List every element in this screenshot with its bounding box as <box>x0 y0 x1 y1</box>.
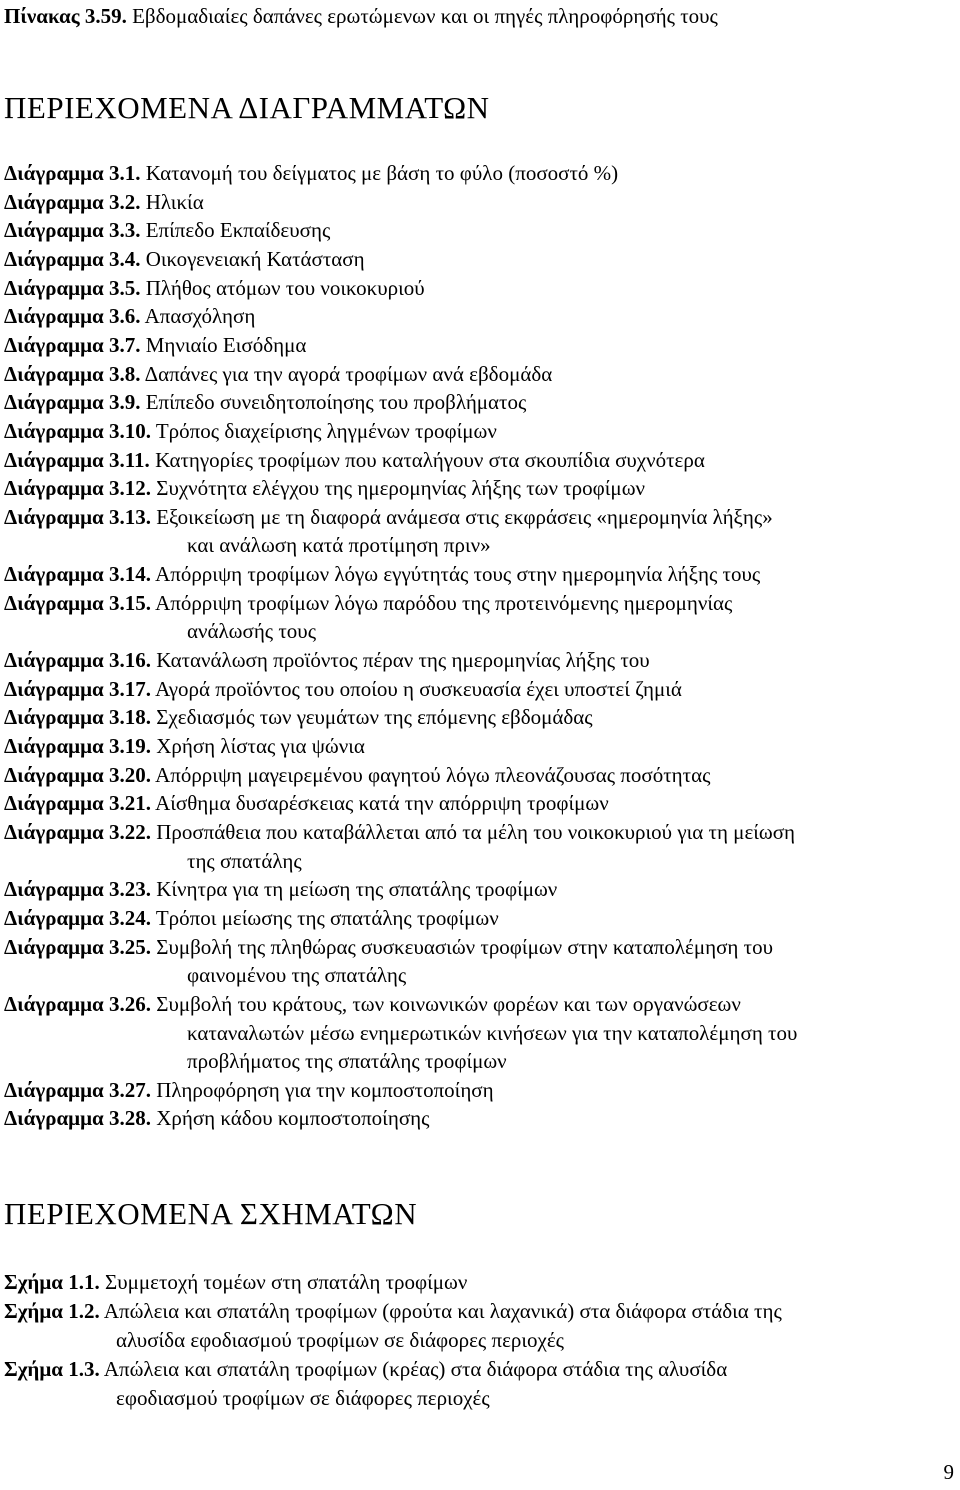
diagram-entry-title: καταναλωτών μέσω ενημερωτικών κινήσεων για την καταπολέμηση του <box>187 1020 798 1045</box>
diagram-entry-title: Χρήση κάδου κομποστοποίησης <box>156 1106 430 1131</box>
diagram-entry-label: Διάγραμμα 3.11. <box>4 447 150 472</box>
diagram-entry <box>4 1104 429 1132</box>
diagram-entry-title: Αίσθημα δυσαρέσκειας κατά την απόρριψη τροφίμων <box>155 791 609 816</box>
diagram-entry-label: Διάγραμμα 3.14. <box>4 562 151 587</box>
diagram-entry <box>4 761 710 789</box>
diagram-entry <box>4 990 741 1018</box>
diagram-entry <box>4 875 557 903</box>
diagram-entry-title: Αγορά προϊόντος του οποίου η συσκευασία έχει υποστεί ζημιά <box>155 676 682 701</box>
diagram-entry <box>4 1076 494 1104</box>
table-caption-label: Πίνακας 3.59. <box>4 4 127 28</box>
diagram-entry <box>4 589 732 617</box>
diagram-entry <box>4 417 497 445</box>
diagram-entry-title: Μηνιαίο Εισόδημα <box>145 332 307 357</box>
diagram-entry-title: Συμβολή της πληθώρας συσκευασιών τροφίμων στην καταπολέμηση του <box>156 934 773 959</box>
diagram-entry-title: ανάλωσής τους <box>187 619 317 644</box>
diagram-entry <box>4 732 365 760</box>
diagram-entry-label: Διάγραμμα 3.2. <box>4 189 141 214</box>
diagram-entry <box>4 216 330 244</box>
figure-entry-title: Συμμετοχή τομέων στη σπατάλη τροφίμων <box>104 1270 468 1294</box>
diagram-entry-title: Κατανάλωση προϊόντος πέραν της ημερομηνίας λήξης του <box>156 648 650 673</box>
diagram-entry-continuation <box>187 1047 507 1075</box>
diagram-entry <box>4 302 255 330</box>
diagram-entry-title: Χρήση λίστας για ψώνια <box>156 734 365 758</box>
diagram-entry <box>4 675 682 703</box>
diagram-entry-title: Απόρριψη τροφίμων λόγω εγγύτητάς τους στην ημερομηνία λήξης τους <box>155 562 761 587</box>
diagram-entry-label: Διάγραμμα 3.9. <box>4 390 141 415</box>
diagram-entry-label: Διάγραμμα 3.28. <box>4 1106 151 1131</box>
diagram-entry <box>4 503 773 531</box>
diagram-entry-label: Διάγραμμα 3.23. <box>4 877 151 902</box>
figure-entry-continuation <box>116 1326 564 1354</box>
diagram-entry <box>4 789 609 817</box>
diagram-entry-title: Κατηγορίες τροφίμων που καταλήγουν στα σκουπίδια συχνότερα <box>155 447 705 472</box>
diagram-entry-label: Διάγραμμα 3.17. <box>4 676 151 701</box>
diagram-entry <box>4 646 650 674</box>
figure-entry <box>4 1297 782 1325</box>
diagram-entry-label: Διάγραμμα 3.12. <box>4 476 151 501</box>
figure-entry-label: Σχήμα 1.2. <box>4 1299 100 1323</box>
diagram-entry-title: Συμβολή του κράτους, των κοινωνικών φορέων και των οργανώσεων <box>156 991 741 1016</box>
diagram-entry-label: Διάγραμμα 3.8. <box>4 361 141 386</box>
diagram-entry-label: Διάγραμμα 3.3. <box>4 218 141 243</box>
diagram-entry <box>4 388 526 416</box>
table-caption-text: Εβδομαδιαίες δαπάνες ερωτώμενων και οι πηγές πληροφόρησής τους <box>132 4 718 28</box>
diagram-entry-label: Διάγραμμα 3.27. <box>4 1077 151 1102</box>
diagram-entry <box>4 188 204 216</box>
figure-entry <box>4 1268 467 1296</box>
diagram-entry-label: Διάγραμμα 3.20. <box>4 762 151 787</box>
diagram-entry-title: Τρόποι μείωσης της σπατάλης τροφίμων <box>155 905 499 930</box>
diagram-entry-title: Συχνότητα ελέγχου της ημερομηνίας λήξης των τροφίμων <box>156 476 646 501</box>
diagram-entry <box>4 331 306 359</box>
diagram-entry-label: Διάγραμμα 3.26. <box>4 991 151 1016</box>
table-caption <box>4 2 718 30</box>
diagram-entry-title: της σπατάλης <box>187 848 302 873</box>
diagram-entry-title: Ηλικία <box>145 189 204 214</box>
diagram-entry-continuation <box>187 847 302 875</box>
diagram-entry-title: Πληροφόρηση για την κομποστοποίηση <box>156 1077 494 1102</box>
figure-entry-continuation <box>116 1384 490 1412</box>
diagram-entry-label: Διάγραμμα 3.10. <box>4 418 151 443</box>
diagram-entry-label: Διάγραμμα 3.4. <box>4 246 141 271</box>
diagram-entry <box>4 360 552 388</box>
diagram-entry-title: Απασχόληση <box>144 304 256 329</box>
figure-entry-title: αλυσίδα εφοδιασμού τροφίμων σε διάφορες περιοχές <box>116 1328 564 1352</box>
diagram-entry-title: προβλήματος της σπατάλης τροφίμων <box>187 1049 507 1074</box>
diagram-entry-title: Δαπάνες για την αγορά τροφίμων ανά εβδομάδα <box>144 361 553 386</box>
diagram-entry-label: Διάγραμμα 3.16. <box>4 648 151 673</box>
diagram-entry-continuation <box>187 617 316 645</box>
figure-entry-label: Σχήμα 1.1. <box>4 1270 100 1294</box>
page-number: 9 <box>943 1460 954 1484</box>
diagram-entry-title: Κατανομή του δείγματος με βάση το φύλο (ποσοστό %) <box>145 161 619 185</box>
figures-heading: ΠΕΡΙΕΧΟΜΕΝΑ ΣΧΗΜΑΤΩΝ <box>4 1196 418 1231</box>
figure-entry-title: Απώλεια και σπατάλη τροφίμων (φρούτα και λαχανικά) στα διάφορα στάδια της <box>103 1299 782 1323</box>
diagram-entry-label: Διάγραμμα 3.19. <box>4 734 151 758</box>
diagram-entry-label: Διάγραμμα 3.24. <box>4 905 151 930</box>
diagram-entry-title: Εξοικείωση με τη διαφορά ανάμεσα στις εκφράσεις «ημερομηνία λήξης» <box>156 504 773 529</box>
diagram-entry-continuation <box>187 961 406 989</box>
diagram-entry-continuation <box>187 531 491 559</box>
diagram-entry-title: Απόρριψη τροφίμων λόγω παρόδου της προτεινόμενης ημερομηνίας <box>155 590 733 615</box>
diagram-entry <box>4 274 425 302</box>
diagram-entry <box>4 703 593 731</box>
diagram-entry-title: Οικογενειακή Κατάσταση <box>145 246 365 271</box>
diagram-entry-title: Επίπεδο συνειδητοποίησης του προβλήματος <box>145 390 527 415</box>
diagram-entry <box>4 933 773 961</box>
diagram-entry-label: Διάγραμμα 3.7. <box>4 332 141 357</box>
diagram-entry <box>4 446 705 474</box>
diagram-entry-label: Διάγραμμα 3.25. <box>4 934 151 959</box>
diagram-entry-title: Τρόπος διαχείρισης ληγμένων τροφίμων <box>155 418 497 443</box>
diagram-entry-label: Διάγραμμα 3.6. <box>4 304 141 329</box>
diagram-entry-title: φαινομένου της σπατάλης <box>187 963 407 988</box>
diagram-entry-label: Διάγραμμα 3.1. <box>4 161 141 185</box>
diagram-entry <box>4 159 618 187</box>
diagram-entry-label: Διάγραμμα 3.22. <box>4 819 151 844</box>
diagrams-heading: ΠΕΡΙΕΧΟΜΕΝΑ ΔΙΑΓΡΑΜΜΑΤΩΝ <box>4 90 490 125</box>
diagram-entry <box>4 474 645 502</box>
diagram-entry-title: Επίπεδο Εκπαίδευσης <box>145 218 331 243</box>
diagram-entry-title: Σχεδιασμός των γευμάτων της επόμενης εβδομάδας <box>156 705 593 730</box>
diagram-entry <box>4 560 760 588</box>
diagram-entry-title: Πλήθος ατόμων του νοικοκυριού <box>145 275 425 300</box>
diagram-entry-continuation <box>187 1019 797 1047</box>
diagram-entry-label: Διάγραμμα 3.18. <box>4 705 151 730</box>
figure-entry <box>4 1355 727 1383</box>
diagram-entry-title: Προσπάθεια που καταβάλλεται από τα μέλη του νοικοκυριού για τη μείωση <box>156 819 796 844</box>
diagram-entry-label: Διάγραμμα 3.5. <box>4 275 141 300</box>
diagram-entry-title: Απόρριψη μαγειρεμένου φαγητού λόγω πλεονάζουσας ποσότητας <box>155 762 711 787</box>
figure-entry-title: εφοδιασμού τροφίμων σε διάφορες περιοχές <box>116 1386 490 1410</box>
diagram-entry-label: Διάγραμμα 3.15. <box>4 590 151 615</box>
diagram-entry <box>4 818 795 846</box>
diagram-entry-title: και ανάλωση κατά προτίμηση πριν» <box>187 533 491 558</box>
diagram-entry <box>4 904 499 932</box>
figure-entry-title: Απώλεια και σπατάλη τροφίμων (κρέας) στα διάφορα στάδια της αλυσίδα <box>103 1357 728 1381</box>
diagram-entry-label: Διάγραμμα 3.21. <box>4 791 151 816</box>
diagram-entry-label: Διάγραμμα 3.13. <box>4 504 151 529</box>
diagram-entry-title: Κίνητρα για τη μείωση της σπατάλης τροφίμων <box>156 877 558 902</box>
figure-entry-label: Σχήμα 1.3. <box>4 1357 100 1381</box>
diagram-entry <box>4 245 365 273</box>
